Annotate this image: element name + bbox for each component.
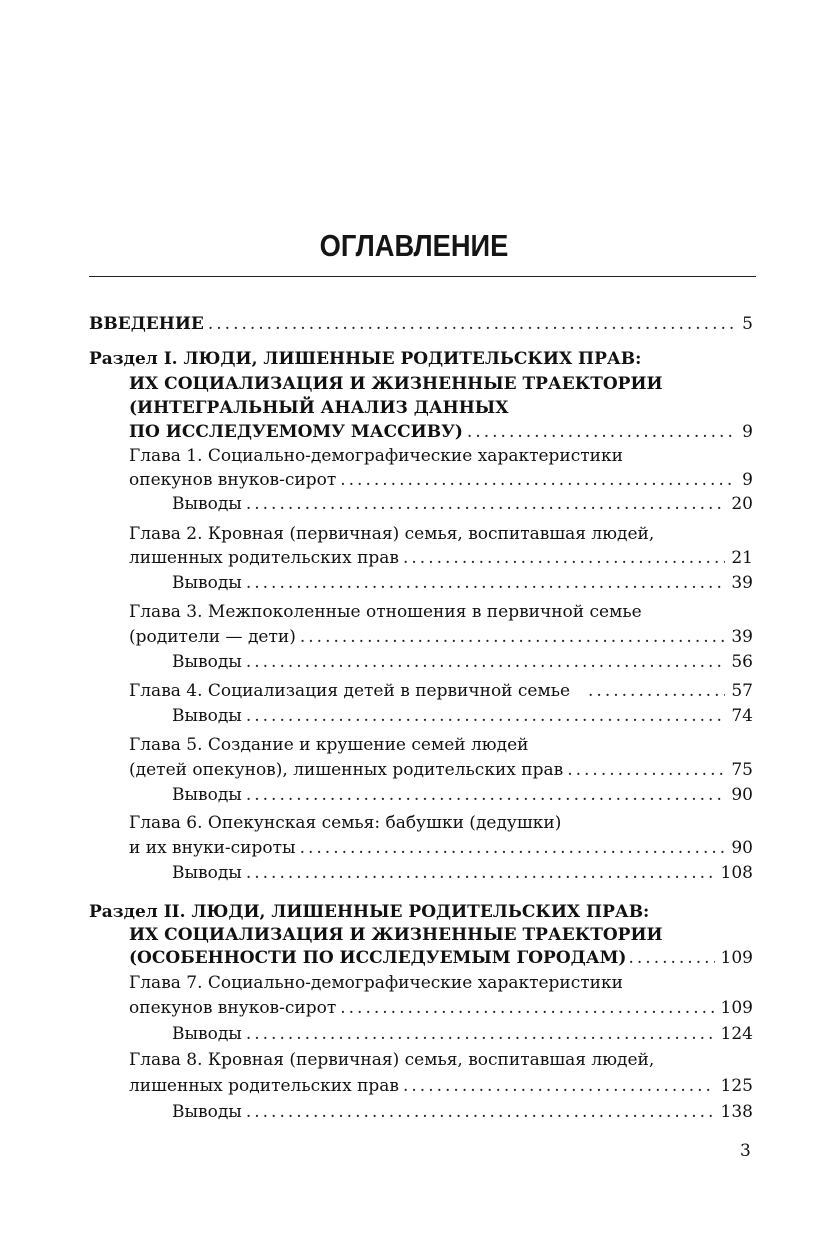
section-1-title-line-1[interactable]: Раздел I. ЛЮДИ, ЛИШЕННЫЕ РОДИТЕЛЬСКИХ ПРАВ: <box>89 349 642 369</box>
chapter-3-title[interactable]: Глава 3. Межпоколенные отношения в первичной семье <box>129 602 642 622</box>
toc-entry-chapter-1[interactable]: опекунов внуков-сирот ..... 9 <box>129 467 753 493</box>
section-1-title-line-3[interactable]: (ИНТЕГРАЛЬНЫЙ АНАЛИЗ ДАННЫХ <box>129 398 509 418</box>
toc-entry-chapter-4-conclusions[interactable]: Выводы ..... 74 <box>172 703 753 729</box>
chapter-2-title[interactable]: Глава 2. Кровная (первичная) семья, воспитавшая людей, <box>129 524 655 544</box>
toc-entry-chapter-6[interactable]: и их внуки-сироты ..... 90 <box>129 835 753 861</box>
toc-entry-chapter-1-conclusions[interactable]: Выводы ..... 20 <box>172 491 753 517</box>
toc-entry-chapter-6-conclusions[interactable]: Выводы ..... 108 <box>172 860 753 886</box>
toc-entry-chapter-3[interactable]: (родители — дети) ..... 39 <box>129 624 753 650</box>
toc-entry-section-2[interactable]: (ОСОБЕННОСТИ ПО ИССЛЕДУЕМЫМ ГОРОДАМ) ..... 109 <box>129 945 753 971</box>
toc-entry-chapter-4[interactable]: Глава 4. Социализация детей в первичной семье ..... 57 <box>129 678 753 704</box>
toc-entry-introduction[interactable]: ВВЕДЕНИЕ ..... 5 <box>89 311 753 337</box>
chapter-1-title[interactable]: Глава 1. Социально-демографические характеристики <box>129 446 623 466</box>
chapter-5-title[interactable]: Глава 5. Создание и крушение семей людей <box>129 735 529 755</box>
toc-entry-section-1[interactable]: ПО ИССЛЕДУЕМОМУ МАССИВУ) ..... 9 <box>129 419 753 445</box>
chapter-7-title[interactable]: Глава 7. Социально-демографические характеристики <box>129 973 623 993</box>
toc-entry-chapter-7-conclusions[interactable]: Выводы ..... 124 <box>172 1021 753 1047</box>
table-of-contents <box>89 0 753 1240</box>
toc-entry-chapter-5-conclusions[interactable]: Выводы ..... 90 <box>172 782 753 808</box>
page-title: ОГЛАВЛЕНИЕ <box>319 228 509 263</box>
section-2-title-line-2[interactable]: ИХ СОЦИАЛИЗАЦИЯ И ЖИЗНЕННЫЕ ТРАЕКТОРИИ <box>129 925 663 945</box>
toc-entry-chapter-2-conclusions[interactable]: Выводы ..... 39 <box>172 570 753 596</box>
chapter-6-title[interactable]: Глава 6. Опекунская семья: бабушки (дедушки) <box>129 813 562 833</box>
toc-entry-chapter-2[interactable]: лишенных родительских прав ..... 21 <box>129 545 753 571</box>
section-2-title-line-1[interactable]: Раздел II. ЛЮДИ, ЛИШЕННЫЕ РОДИТЕЛЬСКИХ ПРАВ: <box>89 902 650 922</box>
section-1-title-line-2[interactable]: ИХ СОЦИАЛИЗАЦИЯ И ЖИЗНЕННЫЕ ТРАЕКТОРИИ <box>129 374 663 394</box>
toc-entry-chapter-8-conclusions[interactable]: Выводы ..... 138 <box>172 1099 753 1125</box>
toc-entry-chapter-8[interactable]: лишенных родительских прав ..... 125 <box>129 1073 753 1099</box>
toc-entry-chapter-7[interactable]: опекунов внуков-сирот ..... 109 <box>129 995 753 1021</box>
toc-entry-chapter-5[interactable]: (детей опекунов), лишенных родительских прав ..... 75 <box>129 757 753 783</box>
toc-entry-chapter-3-conclusions[interactable]: Выводы ..... 56 <box>172 649 753 675</box>
page-number: 3 <box>740 1141 751 1161</box>
chapter-8-title[interactable]: Глава 8. Кровная (первичная) семья, воспитавшая людей, <box>129 1050 655 1070</box>
